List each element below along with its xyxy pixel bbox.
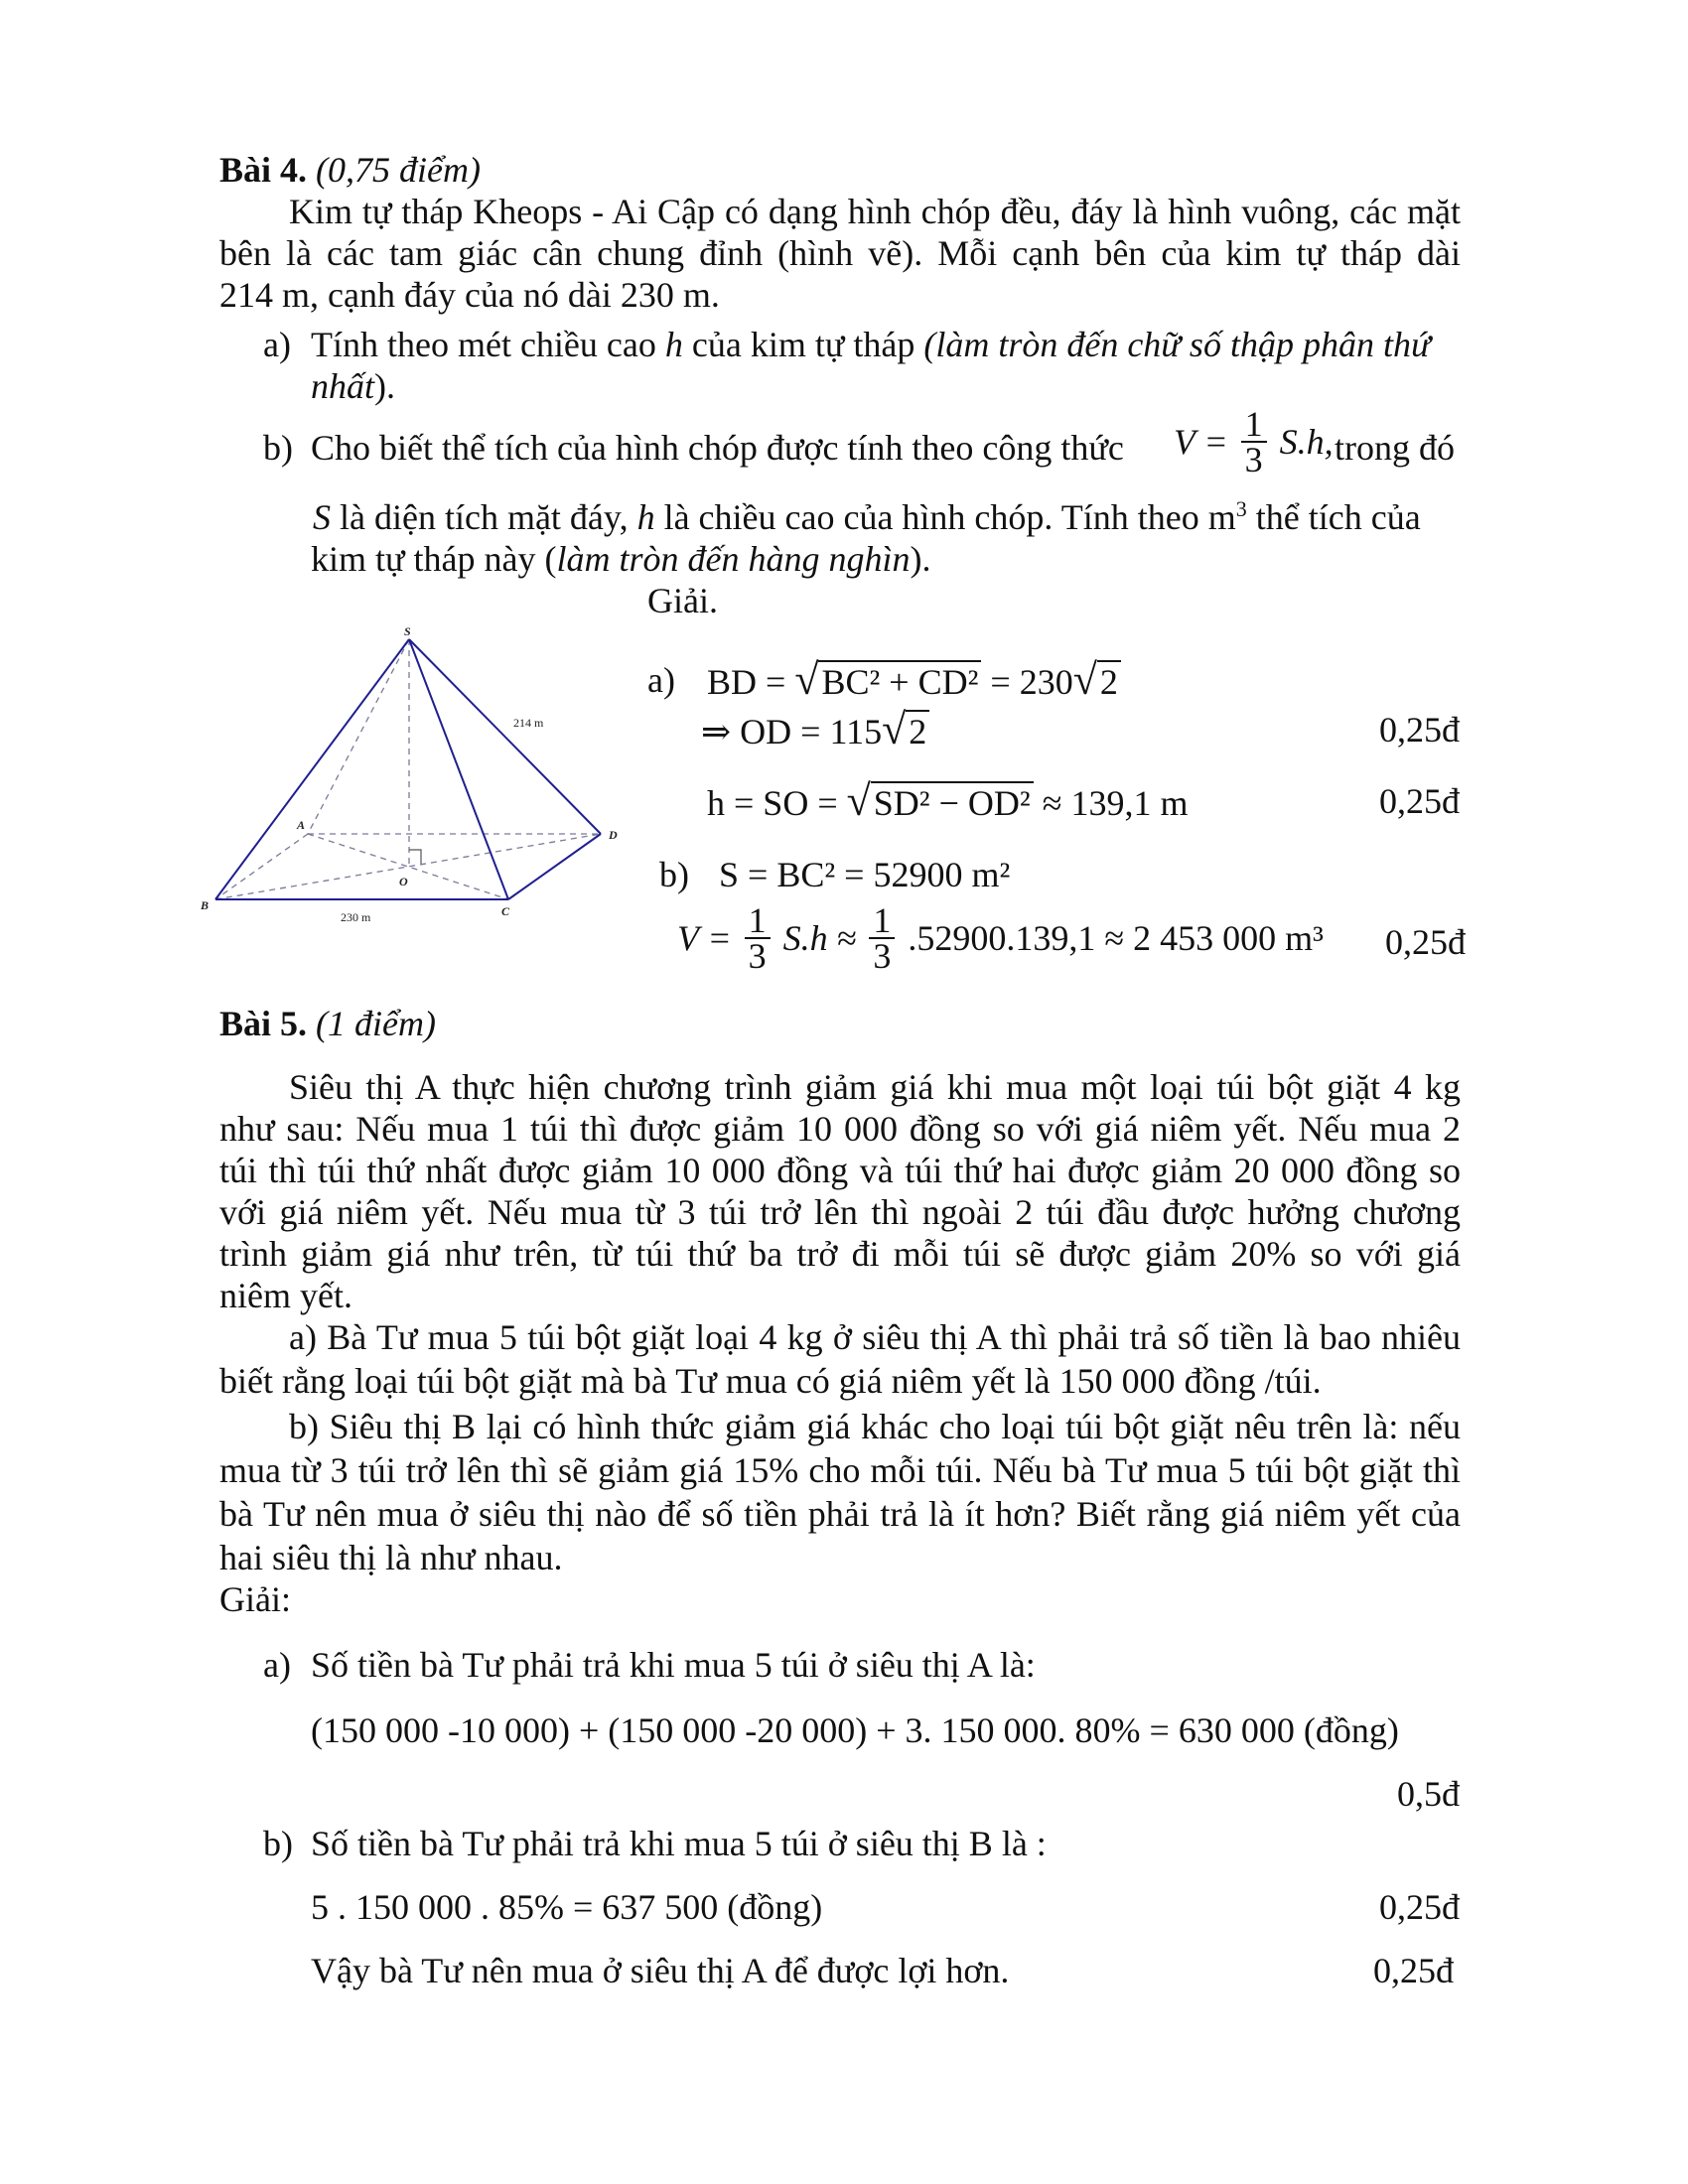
- sol-b2-points: 0,25đ: [1385, 922, 1466, 962]
- bai5-giai: Giải:: [219, 1579, 291, 1619]
- bai4-points: (0,75 điểm): [316, 150, 481, 190]
- bai5-qb-line4: hai siêu thị là như nhau.: [219, 1538, 563, 1577]
- sol-a3-left: h = SO =: [707, 783, 838, 823]
- bai4-qb-line3: [311, 538, 930, 580]
- bai4-qb-line3-italic: làm tròn đến hàng nghìn: [556, 539, 911, 579]
- bai4-qb-line2c: thể tích của: [1255, 497, 1421, 537]
- label-base: 230 m: [341, 910, 371, 923]
- edge-AC: [308, 834, 508, 899]
- bai5-qb-line1: b) Siêu thị B lại có hình thức giảm giá khác cho loại túi bột giặt nêu trên là: nếu: [289, 1407, 1461, 1446]
- sol-b2-frac1: [745, 900, 771, 976]
- sqrt-icon: √: [794, 655, 819, 704]
- sol-b2-frac1-den: 3: [748, 936, 767, 976]
- bai5-sa-points: 0,5đ: [1397, 1774, 1460, 1814]
- label-D: D: [609, 828, 618, 842]
- pyramid-figure: [194, 625, 631, 923]
- sol-b2-frac2: [869, 900, 895, 976]
- edge-SA: [308, 639, 409, 834]
- bai4-qb-frac-den: 3: [1244, 440, 1263, 479]
- sol-b2-frac2-num: 1: [869, 903, 895, 939]
- bai4-qa-end: ).: [374, 366, 396, 406]
- sol-b2-lhs: V =: [677, 918, 732, 958]
- bai4-para-line2: bên là các tam giác cân chung đỉnh (hình vẽ). Mỗi cạnh bên của kim tự tháp dài: [219, 233, 1461, 273]
- sol-a3-points: 0,25đ: [1379, 781, 1460, 821]
- bai4-qb-line2b: là chiều cao của hình chóp. Tính theo m: [663, 497, 1236, 537]
- bai5-sb-text: Số tiền bà Tư phải trả khi mua 5 túi ở siêu thị B là :: [311, 1824, 1047, 1863]
- bai4-qa-label: a): [263, 325, 291, 364]
- bai4-qb-line3-text: kim tự tháp này (: [311, 539, 557, 579]
- sol-a2-points: 0,25đ: [1379, 710, 1460, 750]
- sol-a-line3: [707, 776, 1189, 825]
- bai4-qb-line2: [313, 496, 1421, 538]
- bai5-sa-calc: (150 000 -10 000) + (150 000 -20 000) + 3. 150 000. 80% = 630 000 (đồng): [311, 1710, 1399, 1750]
- bai4-title: Bài 4.: [219, 150, 308, 190]
- edge-CD: [508, 834, 601, 899]
- sol-b2-rhs: .52900.139,1 ≈ 2 453 000 m³: [908, 918, 1324, 958]
- bai5-qa-line1: a) Bà Tư mua 5 túi bột giặt loại 4 kg ở siêu thị A thì phải trả số tiền là bao nhiêu: [289, 1317, 1461, 1357]
- sol-a-line2: [701, 705, 929, 753]
- bai4-para-line1: Kim tự tháp Kheops - Ai Cập có dạng hình chóp đều, đáy là hình vuông, các mặt: [289, 192, 1461, 231]
- bai5-para-line3: túi thì túi thứ nhất được giảm 10 000 đồng và túi thứ hai được giảm 20 000 đồng so: [219, 1151, 1461, 1190]
- bai4-qb-var-h: h: [636, 497, 655, 537]
- label-edge: 214 m: [513, 716, 544, 730]
- bai4-qb-fraction: [1241, 404, 1267, 479]
- sol-b2-mid: S.h ≈: [782, 918, 857, 958]
- label-S: S: [404, 625, 411, 638]
- label-O: O: [399, 875, 408, 888]
- bai5-conclusion-points: 0,25đ: [1373, 1951, 1454, 1990]
- edge-AB: [215, 834, 308, 899]
- bai5-qa-line2: biết rằng loại túi bột giặt mà bà Tư mua có giá niêm yết là 150 000 đồng /túi.: [219, 1361, 1322, 1401]
- bai4-qa-var: h: [664, 325, 683, 364]
- bai4-qb-label: b): [263, 428, 293, 468]
- sol-b-line2: [677, 900, 1324, 976]
- sqrt-icon: √: [1072, 655, 1097, 704]
- bai4-qa-text2: của kim tự tháp: [691, 325, 915, 364]
- sol-b-line1: S = BC² = 52900 m²: [719, 855, 1011, 894]
- bai4-giai: Giải.: [647, 581, 718, 620]
- sqrt-icon: √: [882, 705, 907, 753]
- sol-a3-right: ≈ 139,1 m: [1042, 783, 1189, 823]
- bai4-qa-italic2: nhất: [311, 366, 375, 406]
- sqrt-icon: √: [846, 776, 871, 825]
- bai5-sb-points: 0,25đ: [1379, 1887, 1460, 1927]
- bai4-qa-line2: [311, 365, 395, 407]
- bai5-para-line5: trình giảm giá như trên, từ túi thứ ba trở đi mỗi túi sẽ được giảm 20% so với giá: [219, 1234, 1461, 1274]
- bai4-qb-text2: trong đó: [1335, 428, 1455, 468]
- bai4-qb-formula: [1174, 404, 1334, 479]
- sol-b2-frac1-num: 1: [745, 903, 771, 939]
- bai5-para-line2: như sau: Nếu mua 1 túi thì được giảm 10 000 đồng so với giá niêm yết. Nếu mua 2: [219, 1109, 1461, 1149]
- sol-a2-left: ⇒ OD = 115: [701, 712, 883, 751]
- bai5-qb-line2: mua từ 3 túi trở lên thì sẽ giảm giá 15% cho mỗi túi. Nếu bà Tư mua 5 túi bột giặt thì: [219, 1450, 1461, 1490]
- bai5-heading: [219, 1003, 436, 1044]
- right-angle-mark: [409, 850, 421, 864]
- bai4-qa-line1: [311, 324, 1431, 365]
- bai5-qb-line3: bà Tư nên mua ở siêu thị nào để số tiền phải trả là ít hơn? Biết rằng giá niêm yết của: [219, 1494, 1461, 1534]
- sol-a1-right: = 230: [990, 662, 1073, 702]
- bai4-heading: [219, 149, 481, 191]
- bai5-conclusion: Vậy bà Tư nên mua ở siêu thị A để được lợi hơn.: [311, 1951, 1010, 1990]
- bai4-qb-line2-text: là diện tích mặt đáy,: [340, 497, 629, 537]
- bai4-para-line3: 214 m, cạnh đáy của nó dài 230 m.: [219, 275, 720, 315]
- sol-a1-left: BD =: [707, 662, 786, 702]
- bai4-qb-line3-end: ).: [910, 539, 931, 579]
- bai4-qb-frac-num: 1: [1241, 407, 1267, 443]
- sol-b-label: b): [659, 855, 689, 894]
- sol-a1-rad: BC² + CD²: [818, 660, 981, 702]
- edge-BD: [215, 834, 601, 899]
- hidden-edges: [215, 639, 601, 899]
- bai4-qb-formula-rhs: S.h,: [1279, 422, 1334, 462]
- sol-a3-rad: SD² − OD²: [871, 781, 1034, 823]
- bai4-qa-text: Tính theo mét chiều cao: [311, 325, 656, 364]
- bai5-sa-label: a): [263, 1645, 291, 1685]
- sol-b2-frac2-den: 3: [873, 936, 892, 976]
- sol-a-line1: [707, 655, 1121, 704]
- sol-a1-r2: 2: [1097, 660, 1121, 702]
- edge-SB: [215, 639, 409, 899]
- bai4-qa-italic: (làm tròn đến chữ số thập phân thứ: [923, 325, 1431, 364]
- bai5-para-line4: với giá niêm yết. Nếu mua từ 3 túi trở lên thì ngoài 2 túi đầu được hưởng chương: [219, 1192, 1461, 1232]
- bai5-title: Bài 5.: [219, 1004, 308, 1043]
- bai5-points: (1 điểm): [316, 1004, 436, 1043]
- sol-a2-r2: 2: [906, 710, 929, 751]
- bai4-qb-sup: 3: [1235, 496, 1247, 521]
- bai5-sb-calc: 5 . 150 000 . 85% = 637 500 (đồng): [311, 1887, 823, 1927]
- edge-SD: [409, 639, 601, 834]
- label-A: A: [297, 818, 306, 832]
- bai4-qb-var-S: S: [313, 497, 331, 537]
- bai5-para-line1: Siêu thị A thực hiện chương trình giảm giá khi mua một loại túi bột giặt 4 kg: [289, 1067, 1461, 1107]
- sol-a-label: a): [647, 660, 675, 700]
- bai4-qb-formula-lhs: V =: [1174, 422, 1228, 462]
- label-C: C: [501, 904, 510, 918]
- visible-edges: [215, 639, 601, 899]
- label-B: B: [201, 898, 210, 912]
- bai5-para-line6: niêm yết.: [219, 1276, 352, 1315]
- bai5-sb-label: b): [263, 1824, 293, 1863]
- edge-SC: [409, 639, 508, 899]
- bai4-qb-text: Cho biết thể tích của hình chóp được tính theo công thức: [311, 428, 1124, 468]
- bai5-sa-text: Số tiền bà Tư phải trả khi mua 5 túi ở siêu thị A là:: [311, 1645, 1036, 1685]
